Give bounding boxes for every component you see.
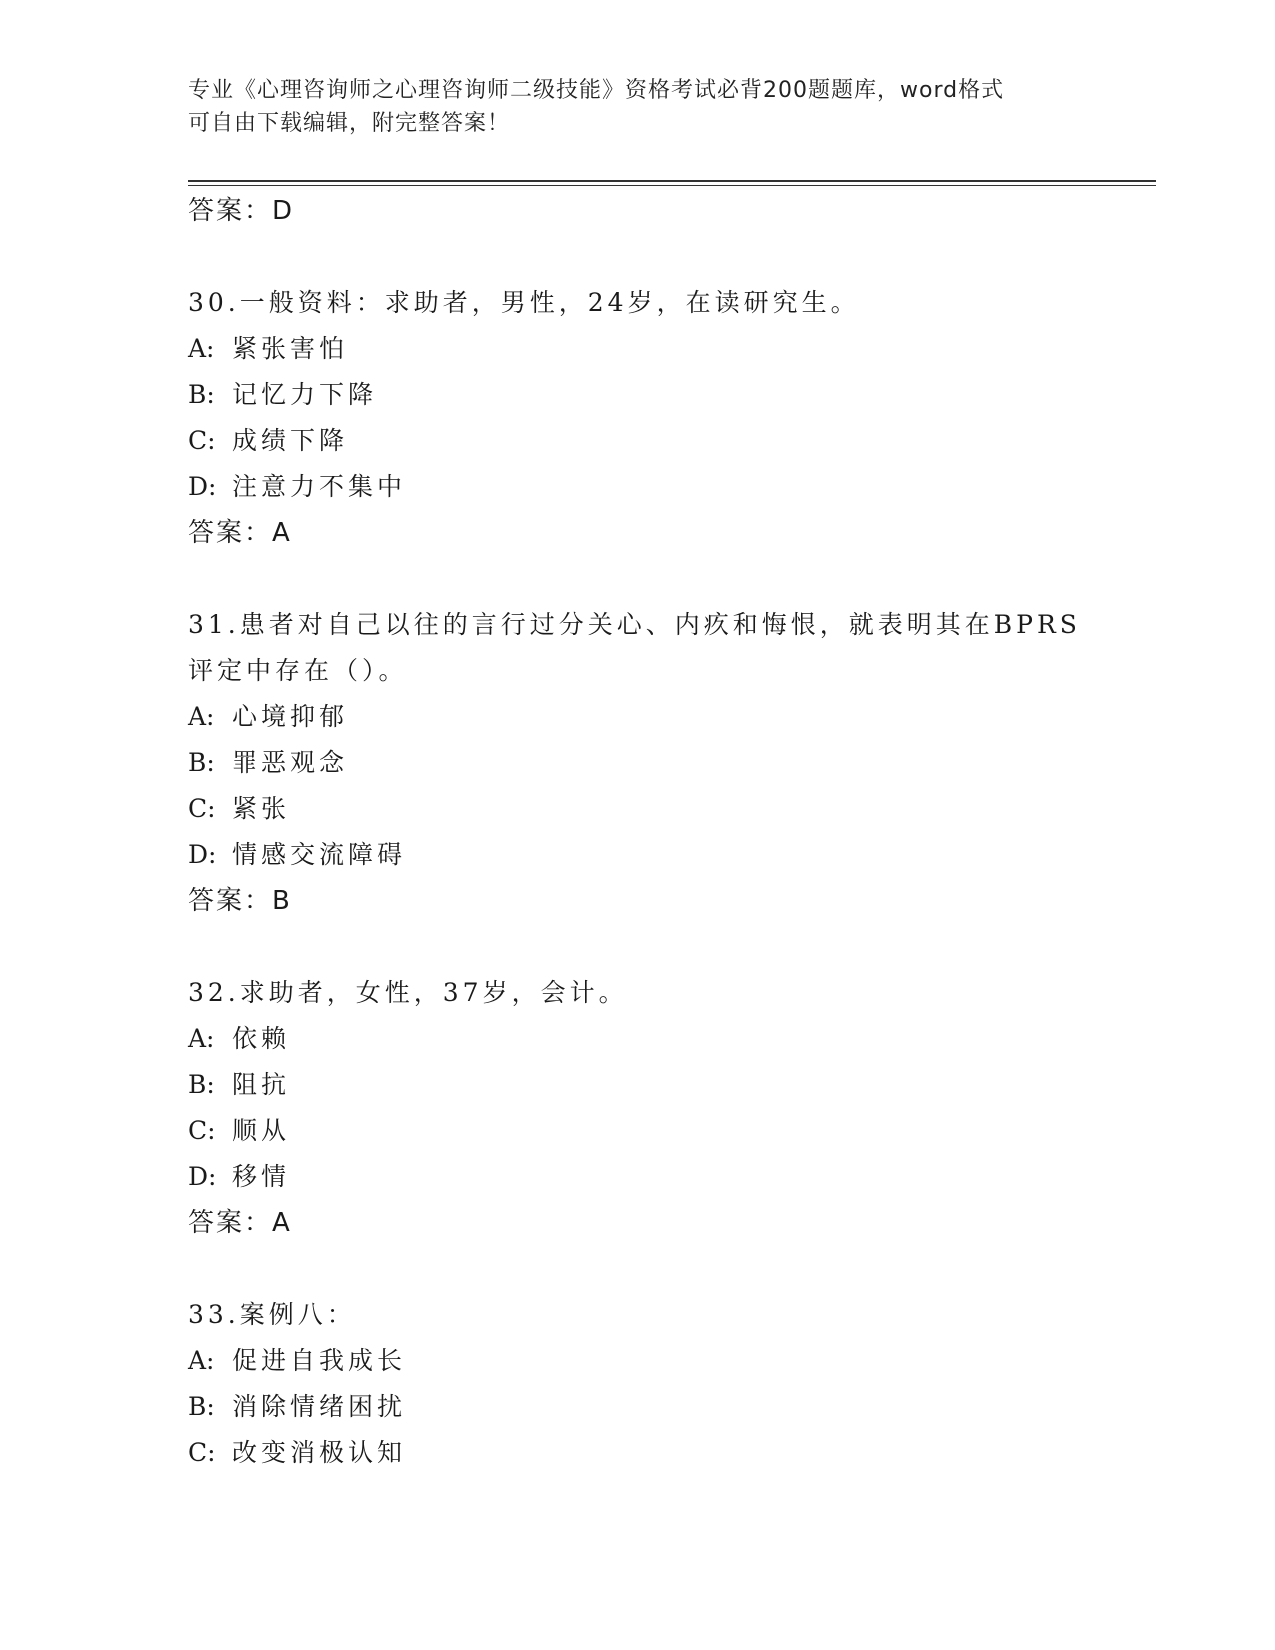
option-a <box>188 1016 1148 1062</box>
option-c <box>188 1108 1148 1154</box>
option-a <box>188 1338 1148 1384</box>
option-label: D: <box>188 1162 217 1191</box>
option-d <box>188 1154 1148 1200</box>
option-label: C: <box>188 1438 216 1467</box>
option-b <box>188 372 1148 418</box>
option-text: 情感交流障碍 <box>232 840 407 869</box>
answer-line: 答案：D <box>188 196 295 226</box>
question-block <box>188 1292 1148 1476</box>
question-stem: 33.案例八： <box>188 1300 356 1329</box>
question-stem: 31.患者对自己以往的言行过分关心、内疚和悔恨，就表明其在BPRS <box>188 610 1081 639</box>
option-label: B: <box>188 1070 215 1099</box>
header-line-1: 专业《心理咨询师之心理咨询师二级技能》资格考试必背200题题库，word格式 <box>188 78 1005 103</box>
option-label: B: <box>188 380 215 409</box>
option-label: D: <box>188 472 217 501</box>
option-label: D: <box>188 840 217 869</box>
spacer <box>188 556 1148 602</box>
question-block <box>188 602 1148 924</box>
question-stem: 32.求助者，女性，37岁，会计。 <box>188 978 628 1007</box>
option-c <box>188 786 1148 832</box>
option-text: 紧张害怕 <box>232 334 349 363</box>
option-label: A: <box>188 702 215 731</box>
option-label: A: <box>188 1346 215 1375</box>
option-c <box>188 1430 1148 1476</box>
option-text: 罪恶观念 <box>232 748 349 777</box>
option-label: B: <box>188 1392 215 1421</box>
option-b <box>188 1062 1148 1108</box>
question-list <box>188 188 1148 1476</box>
option-b <box>188 1384 1148 1430</box>
option-text: 移情 <box>232 1162 291 1191</box>
option-text: 紧张 <box>232 794 291 823</box>
answer-line: 答案：A <box>188 1208 292 1238</box>
option-text: 改变消极认知 <box>232 1438 407 1467</box>
option-b <box>188 740 1148 786</box>
option-c <box>188 418 1148 464</box>
header-line-2: 可自由下载编辑，附完整答案！ <box>188 111 511 136</box>
option-text: 心境抑郁 <box>232 702 349 731</box>
option-text: 注意力不集中 <box>232 472 407 501</box>
option-label: C: <box>188 1116 216 1145</box>
spacer <box>188 924 1148 970</box>
option-text: 消除情绪困扰 <box>232 1392 407 1421</box>
header-divider-thick <box>188 180 1156 182</box>
option-a <box>188 326 1148 372</box>
question-stem: 30.一般资料：求助者，男性，24岁，在读研究生。 <box>188 288 860 317</box>
option-text: 记忆力下降 <box>232 380 378 409</box>
option-d <box>188 832 1148 878</box>
question-block <box>188 280 1148 556</box>
option-label: A: <box>188 334 215 363</box>
answer-line: 答案：A <box>188 518 292 548</box>
question-block <box>188 970 1148 1246</box>
option-text: 顺从 <box>232 1116 291 1145</box>
option-a <box>188 694 1148 740</box>
option-label: A: <box>188 1024 215 1053</box>
option-text: 促进自我成长 <box>232 1346 407 1375</box>
option-label: C: <box>188 794 216 823</box>
answer-line: 答案：B <box>188 886 292 916</box>
spacer <box>188 234 1148 280</box>
option-text: 依赖 <box>232 1024 291 1053</box>
document-header <box>188 74 1088 140</box>
option-label: B: <box>188 748 215 777</box>
option-label: C: <box>188 426 216 455</box>
header-divider-thin <box>188 185 1156 186</box>
option-text: 阻抗 <box>232 1070 291 1099</box>
question-stem-continued: 评定中存在（）。 <box>188 656 408 685</box>
option-text: 成绩下降 <box>232 426 349 455</box>
option-d <box>188 464 1148 510</box>
spacer <box>188 1246 1148 1292</box>
